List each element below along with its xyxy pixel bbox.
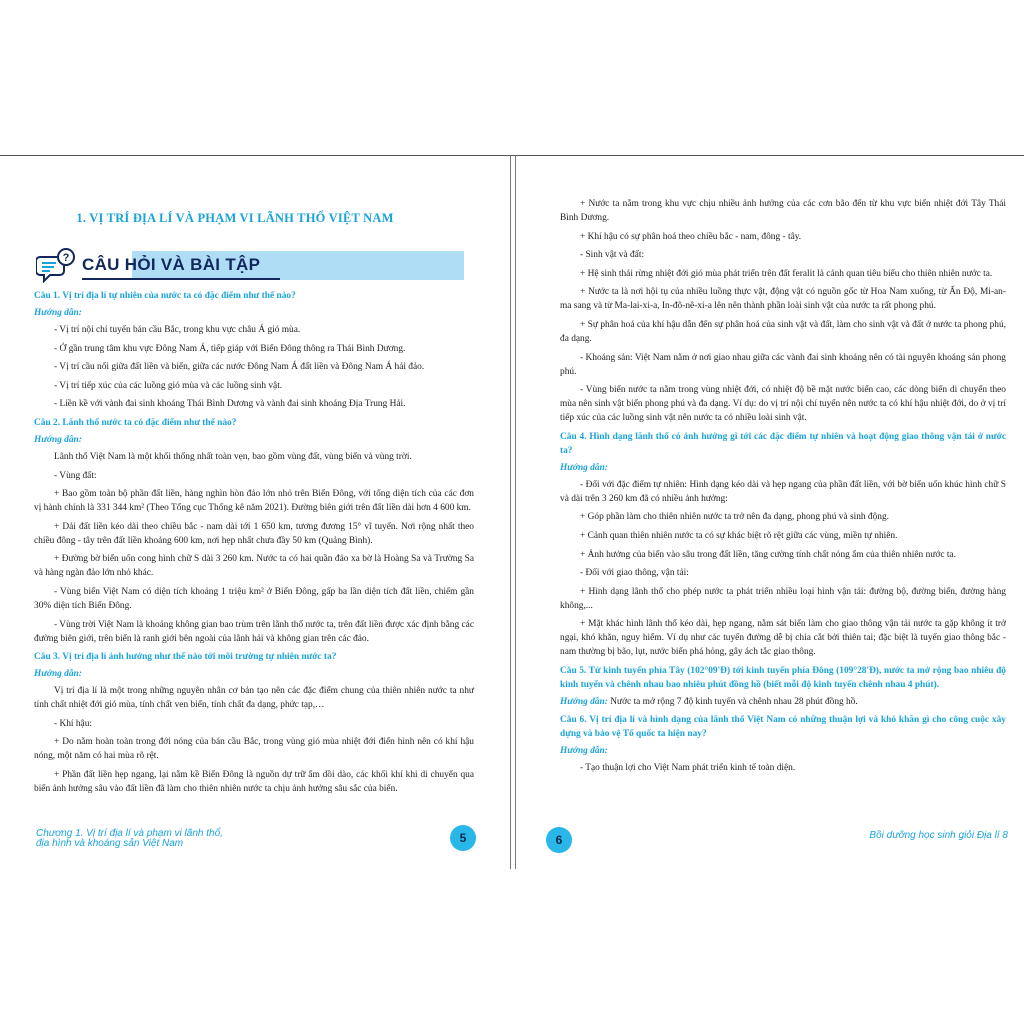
answer-paragraph: + Hệ sinh thái rừng nhiệt đới gió mùa phát triển trên đất feralit là cảnh quan tiêu biểu cho thiên nhiên nước ta.	[580, 268, 993, 279]
answer-paragraph: Lãnh thổ Việt Nam là một khối thống nhất toàn vẹn, bao gồm vùng đất, vùng biển và vùng trời.	[54, 451, 412, 462]
answer-paragraph: - Ở gần trung tâm khu vực Đông Nam Á, tiếp giáp với Biển Đông thông ra Thái Bình Dương.	[54, 343, 406, 354]
question-heading: Câu 5. Từ kinh tuyến phía Tây (102°09'Đ) tới kinh tuyến phía Đông (109°28'Đ), nước ta mở rộng bao nhiêu độ kinh tuyến và chênh nhau bao nhiêu phút đồng hồ (biết mỗi độ kinh tuyến chênh nhau 4 phút).	[560, 665, 1006, 690]
answer-paragraph: - Liền kề với vành đai sinh khoáng Thái Bình Dương và vành đai sinh khoáng Địa Trung Hải.	[54, 399, 406, 410]
answer-paragraph: + Sự phân hoá của khí hậu dẫn đến sự phân hoá của sinh vật và đất, làm cho sinh vật và đất ở nước ta phong phú, đa dạng.	[560, 319, 1006, 344]
banner-title: CÂU HỎI VÀ BÀI TẬP	[82, 255, 261, 274]
answer-paragraph: - Vị trí tiếp xúc của các luồng gió mùa và các luồng sinh vật.	[54, 380, 283, 391]
answer-paragraph: - Sinh vật và đất:	[580, 250, 645, 261]
page-gutter-left	[510, 155, 511, 869]
chapter-footer	[36, 829, 276, 849]
question-heading: Câu 4. Hình dạng lãnh thổ có ảnh hưởng gì tới các đặc điểm tự nhiên và hoạt động giao thông vận tải ở nước ta?	[560, 431, 1006, 456]
answer-paragraph: + Nước ta là nơi hội tụ của nhiều luồng thực vật, động vật có nguồn gốc từ Hoa Nam xuống, từ Ấn Độ, Mi-an-ma sang và từ Ma-lai-xi-a, In-đô-nê-xi-a lên nên thành phần loài sinh vật của nước ta rất phong phú.	[560, 287, 1006, 312]
guide-label: Hướng dẫn:	[34, 308, 82, 318]
answer-paragraph: + Nước ta nằm trong khu vực chịu nhiều ảnh hưởng của các cơn bão đến từ khu vực biển nhiệt đới Tây Thái Bình Dương.	[560, 199, 1006, 223]
answer-paragraph: + Dải đất liền kéo dài theo chiều bắc - nam dài tới 1 650 km, tương đương 15° vĩ tuyến. Nơi rộng nhất theo chiều đông - tây trên đất liền khoảng 600 km, nơi hẹp nhất chưa đầy 50 km (Quảng Bình).	[34, 521, 474, 546]
right-page	[516, 157, 1024, 869]
page-number-badge: 5	[450, 825, 476, 851]
answer-paragraph: + Phần đất liền hẹp ngang, lại nằm kề Biển Đông là nguồn dự trữ ẩm dồi dào, các khối khí khi di chuyển qua biển ảnh hưởng sâu vào đất liền đã làm cho thiên nhiên nước ta chịu ảnh hưởng sâu sắc của biển.	[34, 769, 474, 794]
answer-paragraph: + Cảnh quan thiên nhiên nước ta có sự khác biệt rõ rệt giữa các vùng, miền tự nhiên.	[580, 530, 898, 541]
guide-label: Hướng dẫn:	[34, 434, 82, 445]
right-text-body	[560, 197, 1006, 780]
svg-text:?: ?	[62, 252, 70, 264]
guide-label: Hướng dẫn:	[560, 462, 608, 473]
book-top-edge	[0, 155, 1024, 156]
answer-paragraph: - Vùng đất:	[54, 470, 97, 481]
answer-paragraph: + Góp phần làm cho thiên nhiên nước ta trở nên đa dạng, phong phú và sinh động.	[580, 512, 890, 523]
answer-paragraph: + Bao gồm toàn bộ phần đất liền, hàng nghìn hòn đảo lớn nhỏ trên Biển Đông, với tổng diện tích của các đơn vị hành chính là 331 344 km² (Theo Tổng cục Thống kê năm 2021). Đường biên giới trên đất liền dài hơn 4 600 km.	[34, 489, 474, 514]
answer-paragraph: + Đường bờ biển uốn cong hình chữ S dài 3 260 km. Nước ta có hai quần đảo xa bờ là Hoàng Sa và Trường Sa và hàng ngàn đảo lớn nhỏ khác.	[34, 554, 474, 579]
answer-paragraph: + Khí hậu có sự phân hoá theo chiều bắc - nam, đông - tây.	[580, 231, 802, 242]
question-heading: Câu 3. Vị trí địa lí ảnh hưởng như thế nào tới môi trường tự nhiên nước ta?	[34, 652, 337, 663]
book-title-footer: Bồi dưỡng học sinh giỏi Địa lí 8	[869, 830, 1008, 841]
answer-paragraph: + Do nằm hoàn toàn trong đới nóng của bán cầu Bắc, trong vùng gió mùa nhiệt đới điển hình nên có khí hậu nóng, một năm có hai mùa rõ rệt.	[34, 737, 474, 762]
left-text-body	[34, 289, 474, 801]
left-page	[0, 157, 510, 869]
answer-paragraph: + Ảnh hưởng của biển vào sâu trong đất liền, tăng cường tính chất nóng ẩm của thiên nhiên nước ta.	[580, 549, 956, 560]
page-number-badge: 6	[546, 827, 572, 853]
answer-paragraph: - Vị trí cầu nối giữa đất liền và biển, giữa các nước Đông Nam Á đất liền và Đông Nam Á hải đảo.	[54, 362, 425, 373]
answer-paragraph: - Khoáng sản: Việt Nam nằm ở nơi giao nhau giữa các vành đai sinh khoáng nên có tài nguyên khoáng sản phong phú.	[560, 352, 1006, 377]
answer-paragraph: + Mặt khác hình lãnh thổ kéo dài, hẹp ngang, nằm sát biển làm cho giao thông vận tải nước ta gặp không ít trở ngại, khó khăn, nguy hiểm. Ví dụ như các tuyến đường dễ bị chia cắt bởi thiên tai; đặc biệt là tuyến giao thông bắc - nam thường bị bão, lụt, nước biển phá hỏng, gây ách tắc giao thông.	[560, 619, 1006, 658]
answer-paragraph	[560, 695, 1006, 709]
answer-paragraph: Vị trí địa lí là một trong những nguyên nhân cơ bản tạo nên các đặc điểm chung của thiên nhiên nước ta như tính chất nhiệt đới gió mùa, tính chất ven biển, tính chất đa dạng, phức tạp,…	[34, 686, 474, 711]
answer-paragraph: - Vùng biển Việt Nam có diện tích khoảng 1 triệu km² ở Biển Đông, gấp ba lần diện tích đất liền, chiếm gần 30% diện tích Biển Đông.	[34, 586, 474, 611]
question-heading: Câu 2. Lãnh thổ nước ta có đặc điểm như thế nào?	[34, 417, 237, 428]
answer-text: Nước ta mở rộng 7 độ kinh tuyến và chênh nhau 28 phút đồng hồ.	[607, 696, 858, 707]
question-heading: Câu 1. Vị trí địa lí tự nhiên của nước ta có đặc điểm như thế nào?	[34, 291, 296, 301]
footer-line-1: Chương 1. Vị trí địa lí và phạm vi lãnh thổ,	[36, 828, 223, 839]
answer-paragraph: - Khí hậu:	[54, 718, 93, 729]
answer-paragraph: - Vị trí nội chí tuyến bán cầu Bắc, trong khu vực châu Á gió mùa.	[54, 325, 301, 335]
guide-label: Hướng dẫn:	[34, 669, 82, 680]
answer-paragraph: + Hình dạng lãnh thổ cho phép nước ta phát triển nhiều loại hình vận tải: đường bộ, đường biển, đường hàng không,...	[560, 586, 1006, 611]
question-heading: Câu 6. Vị trí địa lí và hình dạng của lãnh thổ Việt Nam có những thuận lợi và khó khăn gì cho công cuộc xây dựng và bảo vệ Tổ quốc ta hiện nay?	[560, 714, 1006, 739]
answer-paragraph: - Vùng biển nước ta nằm trong vùng nhiệt đới, có nhiệt độ bề mặt nước biển cao, các dòng biển di chuyển theo mùa nên sinh vật biển phong phú và đa dạng. Ví dụ: do vị trí nội chí tuyến nên nước ta có khí hậu nhiệt đới, do ở vị trí tiếp xúc của các luồng sinh vật nên nước ta có nhiều loài sinh vật.	[560, 385, 1006, 424]
guide-label: Hướng dẫn:	[560, 745, 608, 756]
answer-paragraph: - Tạo thuận lợi cho Việt Nam phát triển kinh tế toàn diện.	[580, 762, 796, 773]
footer-line-2: địa hình và khoáng sản Việt Nam	[36, 838, 184, 849]
answer-paragraph: - Đối với giao thông, vận tải:	[580, 568, 689, 579]
answer-paragraph: - Đối với đặc điểm tự nhiên: Hình dạng kéo dài và hẹp ngang của phần đất liền, với bờ biển uốn khúc hình chữ S và dài trên 3 260 km đã có nhiều ảnh hưởng:	[560, 479, 1006, 504]
chapter-title: 1. VỊ TRÍ ĐỊA LÍ VÀ PHẠM VI LÃNH THỔ VIỆT NAM	[76, 211, 394, 225]
guide-label: Hướng dẫn:	[560, 696, 608, 707]
answer-paragraph: - Vùng trời Việt Nam là khoảng không gian bao trùm trên lãnh thổ nước ta, trên đất liền được xác định bằng các đường biên giới, trên biển là ranh giới bên ngoài của lãnh hải và không gian trên các đảo.	[34, 619, 474, 644]
